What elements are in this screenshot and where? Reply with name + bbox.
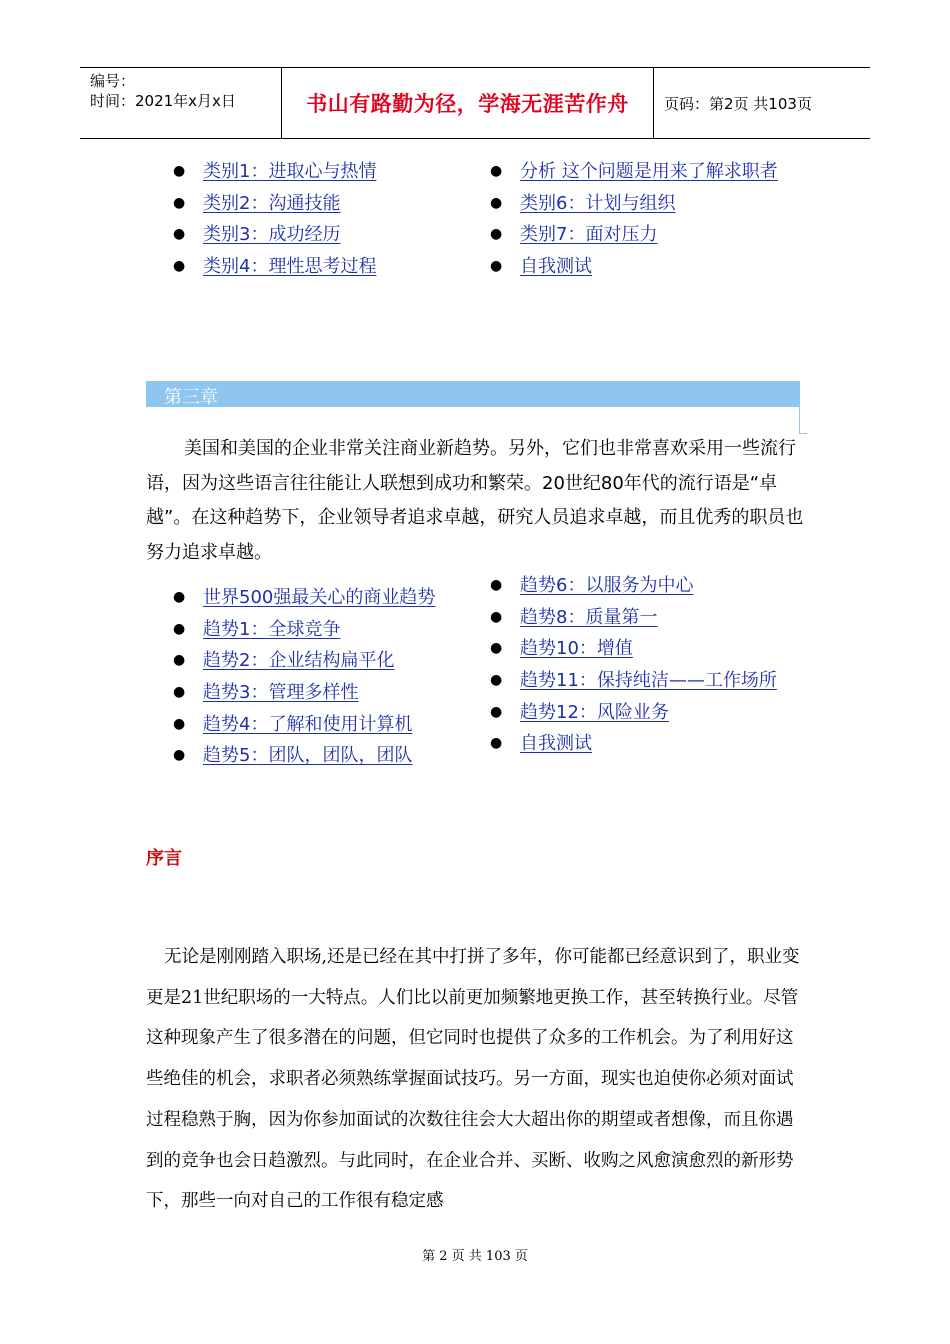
- list-item: [490, 251, 778, 283]
- list-item: [490, 602, 777, 634]
- header-motto-cell: [282, 68, 654, 138]
- bullet-icon: ●: [173, 747, 186, 764]
- chapter-heading-bar: [146, 381, 800, 407]
- bullet-icon: ●: [490, 163, 503, 179]
- self-test-link[interactable]: 自我测试: [520, 256, 592, 278]
- trend-link[interactable]: 趋势12：风险业务: [520, 701, 669, 723]
- trend-link[interactable]: 趋势8：质量第一: [520, 606, 658, 628]
- bullet-icon: ●: [173, 620, 186, 637]
- page-header: [80, 67, 870, 139]
- chapter-frame-corner: [799, 407, 807, 434]
- bullet-icon: ●: [173, 589, 186, 605]
- bullet-icon: ●: [173, 715, 186, 732]
- trend-link[interactable]: 趋势5：团队，团队，团队: [203, 745, 413, 767]
- bullet-icon: ●: [173, 652, 186, 669]
- category-list-right: [490, 156, 778, 283]
- bullet-icon: ●: [173, 226, 186, 243]
- self-test-link[interactable]: 自我测试: [520, 733, 592, 755]
- bullet-icon: ●: [490, 258, 503, 275]
- trend-link[interactable]: 趋势2：企业结构扁平化: [203, 650, 395, 672]
- trend-link[interactable]: 趋势6：以服务为中心: [520, 575, 694, 596]
- bullet-icon: ●: [490, 735, 503, 752]
- list-item: [173, 709, 435, 741]
- category-link[interactable]: 类别2：沟通技能: [203, 192, 341, 214]
- bullet-icon: ●: [173, 258, 186, 275]
- list-item: [490, 570, 777, 602]
- page-footer: 第 2 页 共 103 页: [422, 1249, 528, 1264]
- list-item: [173, 219, 376, 251]
- bullet-icon: ●: [173, 684, 186, 701]
- bullet-icon: ●: [173, 163, 186, 179]
- header-meta: [80, 68, 282, 138]
- list-item: [173, 614, 435, 646]
- bullet-icon: ●: [173, 194, 186, 211]
- list-item: [173, 188, 376, 220]
- header-code-label: 编号：: [90, 72, 136, 90]
- list-item: [173, 251, 376, 283]
- preface-paragraph: 无论是刚刚踏入职场,还是已经在其中打拼了多年，你可能都已经意识到了，职业变更是21世纪职场的一大特点。人们比以前更加频繁地更换工作，甚至转换行业。尽管这种现象产生了很多潜在的问题，但它同时也提供了众多的工作机会。为了利用好这些绝佳的机会，求职者必须熟练掌握面试技巧。另一方面，现实也迫使你必须对面试过程稳熟于胸，因为你参加面试的次数往往会大大超出你的期望或者想像，而且你遇到的竞争也会日趋激烈。与此同时，在企业合并、买断、收购之风愈演愈烈的新形势下，那些一向对自己的工作很有稳定感: [146, 947, 800, 1212]
- preface-title: 序言: [146, 848, 182, 869]
- list-item: [173, 677, 435, 709]
- header-motto: 书山有路勤为径，学海无涯苦作舟: [306, 91, 629, 116]
- category-link[interactable]: 类别1：进取心与热情: [203, 161, 377, 182]
- chapter-title: 第三章: [164, 387, 218, 408]
- header-page-info: 页码：第2页 共103页: [664, 94, 812, 113]
- bullet-icon: ●: [490, 194, 503, 211]
- list-item: [490, 188, 778, 220]
- list-item: [173, 156, 376, 188]
- bullet-icon: ●: [490, 672, 503, 689]
- trend-list-right: [490, 570, 777, 760]
- bullet-icon: ●: [490, 640, 503, 657]
- trend-link[interactable]: 趋势3：管理多样性: [203, 682, 359, 704]
- trend-link[interactable]: 趋势1：全球竞争: [203, 618, 341, 640]
- bullet-icon: ●: [490, 577, 503, 593]
- list-item: [490, 697, 777, 729]
- header-time-label: 时间：2021年x月x日: [90, 92, 236, 110]
- trend-link[interactable]: 趋势11：保持纯洁——工作场所: [520, 670, 777, 692]
- list-item: [490, 219, 778, 251]
- list-item: [173, 645, 435, 677]
- category-link[interactable]: 类别3：成功经历: [203, 224, 341, 246]
- trend-link[interactable]: 世界500强最关心的商业趋势: [203, 587, 436, 608]
- category-link[interactable]: 类别6：计划与组织: [520, 192, 676, 214]
- list-item: [490, 633, 777, 665]
- list-item: [173, 582, 435, 614]
- trend-link[interactable]: 趋势4：了解和使用计算机: [203, 713, 413, 735]
- category-link[interactable]: 类别7：面对压力: [520, 224, 658, 246]
- trend-list-left: [173, 582, 435, 772]
- trend-link[interactable]: 趋势10：增值: [520, 638, 633, 660]
- chapter-intro-paragraph: 美国和美国的企业非常关注商业新趋势。另外，它们也非常喜欢采用一些流行语，因为这些语言往往能让人联想到成功和繁荣。20世纪80年代的流行语是“卓越”。在这种趋势下，企业领导者追求卓越，研究人员追求卓越，而且优秀的职员也努力追求卓越。: [146, 438, 804, 563]
- bullet-icon: ●: [490, 703, 503, 720]
- category-link[interactable]: 类别4：理性思考过程: [203, 256, 377, 278]
- list-item: [490, 665, 777, 697]
- list-item: [173, 740, 435, 772]
- bullet-icon: ●: [490, 608, 503, 625]
- list-item: [490, 156, 778, 188]
- category-list-left: [173, 156, 376, 283]
- category-link[interactable]: 分析 这个问题是用来了解求职者: [520, 161, 778, 182]
- list-item: [490, 728, 777, 760]
- bullet-icon: ●: [490, 226, 503, 243]
